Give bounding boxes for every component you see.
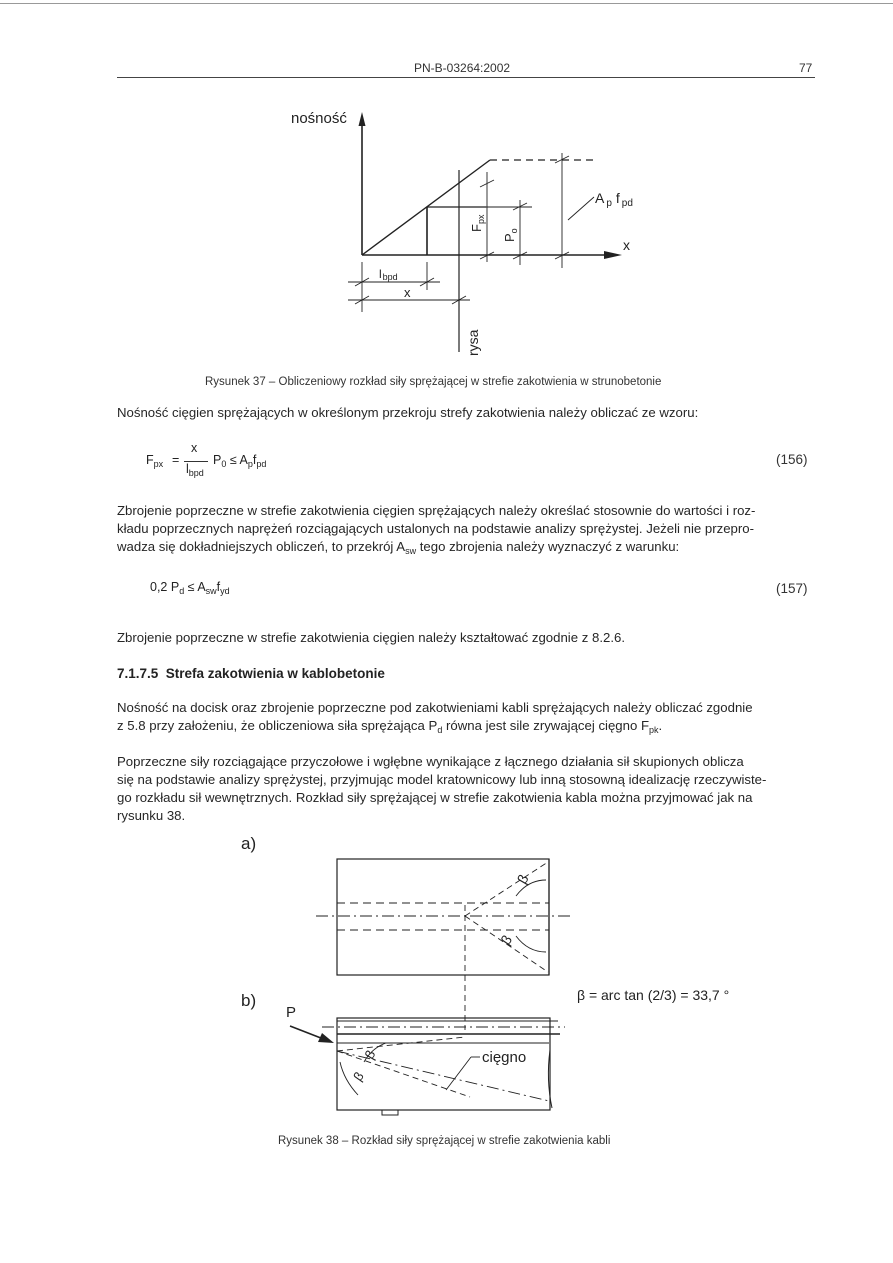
eq157-c: f: [216, 580, 221, 594]
eq157-a-sub: d: [179, 586, 185, 596]
equation-156-number: (156): [776, 452, 808, 467]
fig37-label-lbpd-sub: bpd: [382, 272, 398, 282]
eq156-rhs2: ≤ A: [229, 453, 248, 467]
fig37-label-apfpd-a: A: [595, 190, 605, 206]
para-nosnosc-ciegien: Nośność cięgien sprężających w określonym przekroju strefy zakotwienia należy obliczać ze wzoru:: [117, 405, 699, 420]
para2-line-3-a: wadza się dokładniejszych obliczeń, to przekrój A: [117, 539, 406, 554]
section-heading-7175: 7.1.7.5 Strefa zakotwienia w kablobetonie: [117, 666, 385, 681]
eq156-lhs: [146, 453, 163, 469]
eq156-rhs2-sub: p: [247, 459, 253, 469]
para4-line-2: [117, 717, 817, 739]
eq157-c-sub: yd: [220, 586, 230, 596]
eq156-rhs1-sub: 0: [221, 459, 227, 469]
fig37-label-apfpd: [595, 190, 633, 209]
para4-line-2-a: z 5.8 przy założeniu, że obliczeniowa siła sprężająca P: [117, 718, 438, 733]
para2-line-2: kładu poprzecznych naprężeń rozciągających ustalonych na podstawie analizy sprężystej. Jeżeli nie przepro-: [117, 521, 755, 536]
fig38a-beta-lower: β: [497, 931, 516, 948]
para5-line-1: Poprzeczne siły rozciągające przyczołowe i wgłębne wynikające z łącznego działania sił skupionych oblicza: [117, 754, 744, 769]
para-nosnosc-na-docisk: [117, 699, 817, 739]
fig38b-bearing-block: [382, 1110, 398, 1115]
top-edge-rule: [0, 3, 893, 4]
para4-line-2-b: równa jest sile zrywającej cięgno F: [442, 718, 650, 733]
fig37-label-fpx-sub: px: [476, 214, 486, 225]
fig38b-beta-1: β: [361, 1047, 379, 1062]
fig37-label-p0-p: P: [502, 233, 517, 242]
fig38b-strut-upper: [337, 1037, 465, 1051]
para5-line-4: rysunku 38.: [117, 808, 186, 823]
fig38a-beta-arc-lower: [516, 936, 546, 952]
fig37-label-lbpd: [379, 267, 398, 282]
header-rule: [117, 77, 815, 78]
eq156-lhs-f: F: [146, 453, 154, 467]
equation-156: [146, 441, 446, 483]
figure-37-diagram: [0, 100, 893, 370]
eq156-rhs: [213, 453, 266, 469]
fig38-label-a: a): [241, 834, 257, 853]
fig37-label-p0: [502, 228, 519, 242]
fig37-x-arrowhead: [604, 251, 622, 259]
fig37-label-x: x: [404, 285, 411, 300]
fig37-label-fpx-f: F: [469, 224, 484, 232]
eq157-a: 0,2 P: [150, 580, 180, 594]
fig38-label-b: b): [241, 991, 257, 1010]
fig38b-label-tendon: cięgno: [482, 1049, 527, 1066]
eq156-equals: =: [172, 453, 180, 467]
figure-37-caption: Rysunek 37 – Obliczeniowy rozkład siły sprężającej w strefie zakotwienia w strunobetonie: [205, 376, 662, 388]
eq157-b-sub: sw: [205, 586, 217, 596]
eq156-rhs3: f: [252, 453, 257, 467]
fig38-force-arrowhead: [318, 1033, 334, 1043]
para5-line-3: go rozkładu sił wewnętrznych. Rozkład siły sprężającej w strefie zakotwienia kabla można przyjmować jak na: [117, 790, 753, 805]
fig37-y-arrowhead: [359, 112, 366, 126]
fig37-label-fpx: [469, 214, 486, 232]
equation-157-number: (157): [776, 581, 808, 596]
fig38a-strut-up: [465, 862, 548, 916]
figure-38-caption: Rysunek 38 – Rozkład siły sprężającej w strefie zakotwienia kabli: [278, 1135, 611, 1147]
eq156-denominator-sub: bpd: [188, 468, 204, 478]
para4-line-2-sub1: d: [437, 725, 443, 735]
para2-line-1: Zbrojenie poprzeczne w strefie zakotwienia cięgien sprężających należy określać stosownie do wartości i roz-: [117, 503, 756, 518]
eq157-b: ≤ A: [184, 580, 206, 594]
fig38a-beta-upper: β: [513, 871, 532, 887]
para2-line-3-b: tego zbrojenia należy wyznaczyć z warunku:: [416, 539, 680, 554]
eq156-rhs1: P: [213, 453, 222, 467]
running-header-standard: PN-B-03264:2002: [414, 61, 511, 75]
fig38-beta-formula: β = arc tan (2/3) = 33,7 °: [577, 987, 730, 1003]
fig37-label-apfpd-f: f: [615, 190, 620, 206]
fig37-y-axis-label: nośność: [291, 110, 347, 127]
equation-157: [150, 580, 230, 596]
fig37-apfpd-leader: [568, 197, 594, 220]
fig38-label-P: P: [286, 1004, 297, 1021]
para5-line-2: się na podstawie analizy sprężystej, przyjmując model kratownicowy lub inną stosowną idealizację rzeczywiste-: [117, 772, 767, 787]
para2-line-3-sub: sw: [405, 546, 417, 556]
para4-line-1: Nośność na docisk oraz zbrojenie poprzeczne pod zakotwieniami kabli sprężających należy obliczać zgodnie: [117, 700, 753, 715]
para-poprzeczne-sily: [117, 753, 817, 825]
eq156-numerator: x: [191, 441, 198, 455]
para4-line-2-c: .: [658, 718, 663, 733]
eq156-denominator-l: l: [186, 462, 189, 476]
fig37-label-apfpd-p: p: [606, 198, 612, 209]
eq156-denominator: [186, 462, 204, 478]
para-zbrojenie-poprzeczne: [117, 502, 817, 560]
para4-line-2-sub2: pk: [649, 725, 659, 735]
fig37-x-axis-label: x: [623, 237, 630, 253]
eq156-rhs3-sub: pd: [256, 459, 267, 469]
para2-line-3: [117, 538, 817, 560]
fig37-label-lbpd-l: l: [379, 267, 382, 281]
eq156-lhs-sub: px: [153, 459, 164, 469]
fig37-label-p0-sub: o: [509, 228, 519, 234]
page-number: 77: [799, 61, 813, 75]
para-zbrojenie-ksztaltowac: Zbrojenie poprzeczne w strefie zakotwienia cięgien należy kształtować zgodnie z 8.2.6.: [117, 630, 625, 645]
fig38b-tendon-leader: [446, 1057, 471, 1090]
fig38b-beta-2: β: [350, 1068, 367, 1084]
fig37-label-apfpd-pd: pd: [621, 198, 633, 209]
figure-38-diagram: [0, 825, 893, 1125]
fig37-label-rysa: rysa: [465, 329, 481, 356]
